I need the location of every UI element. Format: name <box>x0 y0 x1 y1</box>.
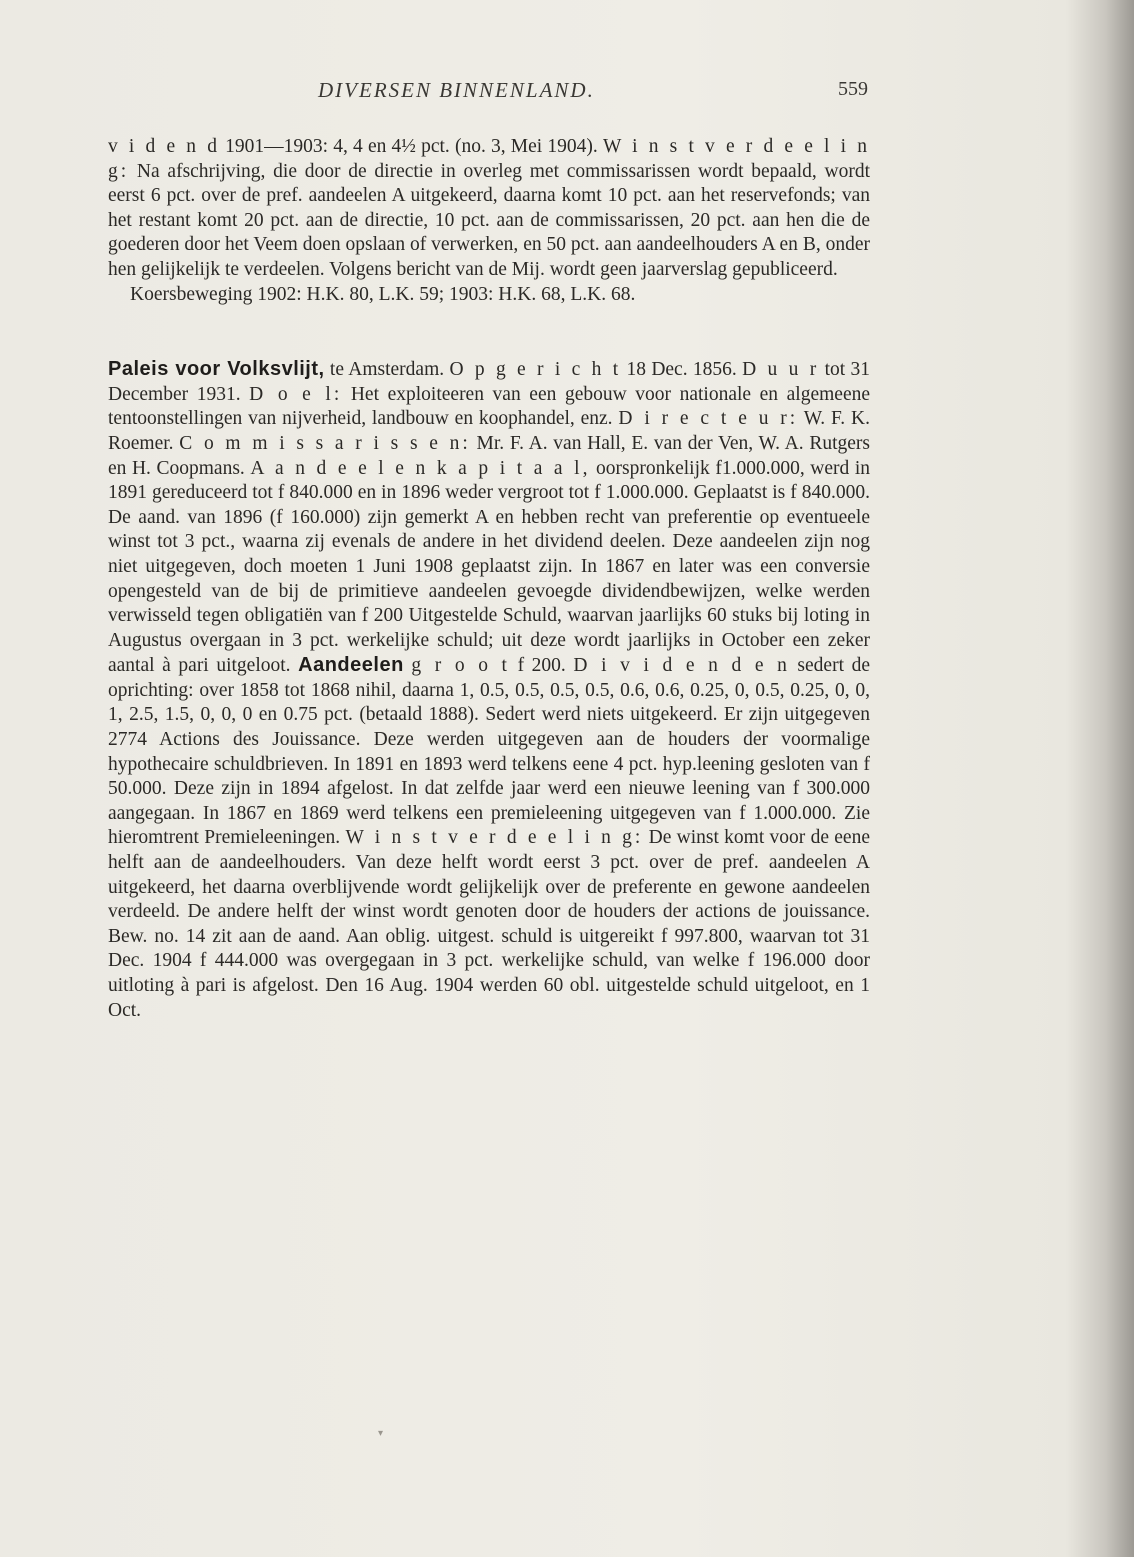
text-run: 1901—1903: 4, 4 en 4½ pct. (no. 3, Mei 1904). <box>219 136 603 157</box>
body-text <box>108 135 870 1023</box>
text-run: sedert de oprichting: over 1858 tot 1868 nihil, daarna 1, 0.5, 0.5, 0.5, 0.5, 0.6, 0.6, 0.25, 0, 0.5, 0.25, 0, 0, 1, 2.5, 1.5, 0, 0, 0 en 0.75 pct. (betaald 1888). Sedert werd niets uitgekeerd. Er zijn uitgegeven 2774 Actions des Jouissance. Deze werden uitgegeven aan de houders der voormalige hypothecaire schuldbrieven. In 1891 en 1893 werd telkens eene 4 pct. hyp.leening gesloten van f 50.000. Deze zijn in 1894 afgelost. In dat zelfde jaar werd een nieuwe leening van f 300.000 aangegaan. In 1867 en 1869 werd telkens een premieleening uitgegeven van f 1.000.000. Zie hieromtrent Premieleeningen. <box>108 655 870 849</box>
spaced-term: W i n s t v e r d e e l i n g: <box>345 827 644 849</box>
spaced-term: A a n d e e l e n k a p i t a a l, <box>250 457 591 479</box>
spaced-term: D u u r <box>742 359 820 381</box>
text-run: te Amsterdam. <box>324 359 450 381</box>
spaced-term: D i v i d e n d e n <box>573 655 790 677</box>
text-run: Na afschrijving, die door de directie in overleg met commissarissen wordt bepaald, wordt eerst 6 pct. over de pref. aandeelen A uitgekeerd, daarna komt 10 pct. aan het reservefonds; van het restant komt 20 pct. aan de directie, 10 pct. aan de commissarissen, 20 pct. aan hen die de goederen door het Veem doen opslaan of verwerken, en 50 pct. aan aandeelhouders A en B, onder hen gelijkelijk te verdeelen. Volgens bericht van de Mij. wordt geen jaarverslag gepubliceerd. <box>108 160 870 280</box>
text-run: tot 31 December 1931. <box>108 359 870 405</box>
page-header <box>108 78 868 110</box>
text-run: oorspronkelijk f1.000.000, werd in 1891 gereduceerd tot f 840.000 en in 1896 weder vergroot tot f 1.000.000. Geplaatst is f 840.000. De aand. van 1896 (f 160.000) zijn gemerkt A en hebben recht van preferentie op eventueele winst tot 3 pct., waarna zij evenals de andere in het dividend deelen. Deze aandeelen zijn nog niet uitgegeven, doch moeten 1 Juni 1908 geplaatst zijn. In 1867 en later was een conversie opengesteld van de bij de primitieve aandeelen gevoegde dividendbewijzen, welke werden verwisseld tegen obligatiën van f 200 Uitgestelde Schuld, waarvan jaarlijks 60 stuks bij loting in Augustus overgaan in 3 pct. werkelijke schuld; uit deze wordt jaarlijks in October een zeker aantal à pari uitgeloot. <box>108 457 870 677</box>
page-number: 559 <box>838 78 868 100</box>
text-run: Mr. F. A. van Hall, E. van der Ven, W. A. Rutgers en H. Coopmans. <box>108 432 870 479</box>
running-title: DIVERSEN BINNENLAND. <box>318 78 595 102</box>
spaced-term: D o e l: <box>249 383 343 405</box>
paragraph-winstverdeeling-continued <box>108 135 870 283</box>
spaced-term: C o m m i s s a r i s s e n: <box>179 432 471 454</box>
entry-name: Paleis voor Volksvlijt, <box>108 358 325 381</box>
spaced-term: W i n s t v e r d e e l i n g: <box>108 136 870 182</box>
entry-paleis-voor-volksvlijt <box>108 357 870 1023</box>
text-run: f 200. <box>509 655 574 677</box>
spaced-term: O p g e r i c h t <box>449 359 622 381</box>
spaced-term: g r o o t <box>411 655 510 677</box>
koersbeweging-line: Koersbeweging 1902: H.K. 80, L.K. 59; 1903: H.K. 68, L.K. 68. <box>130 283 636 305</box>
text-run: De winst komt voor de eene helft aan de aandeelhouders. Van deze helft wordt eerst 3 pct. over de pref. aandeelen A uitgekeerd, het daarna overblijvende wordt gelijkelijk over de preferente en gewone aandeelen verdeeld. De andere helft der winst wordt genoten door de houders der actions de jouissance. Bew. no. 14 zit aan de aand. Aan oblig. uitgest. schuld is uitgereikt f 997.800, waarvan tot 31 Dec. 1904 f 444.000 was overgegaan in 3 pct. werkelijke schuld, van welke f 196.000 door uitloting à pari is afgelost. Den 16 Aug. 1904 werden 60 obl. uitgestelde schuld uitgeloot, en 1 Oct. <box>108 827 870 1021</box>
aandeelen-heading: Aandeelen <box>298 654 404 677</box>
spaced-term: v i d e n d <box>108 136 220 157</box>
ink-speck: ▾ <box>378 1428 384 1439</box>
spaced-term: D i r e c t e u r: <box>618 408 799 430</box>
text-run: Het exploiteeren van een gebouw voor nationale en algemeene tentoonstellingen van nijverheid, landbouw en koophandel, enz. <box>108 383 871 430</box>
text-run: W. F. K. Roemer. <box>108 408 870 454</box>
text-run: 18 Dec. 1856. <box>621 359 743 381</box>
